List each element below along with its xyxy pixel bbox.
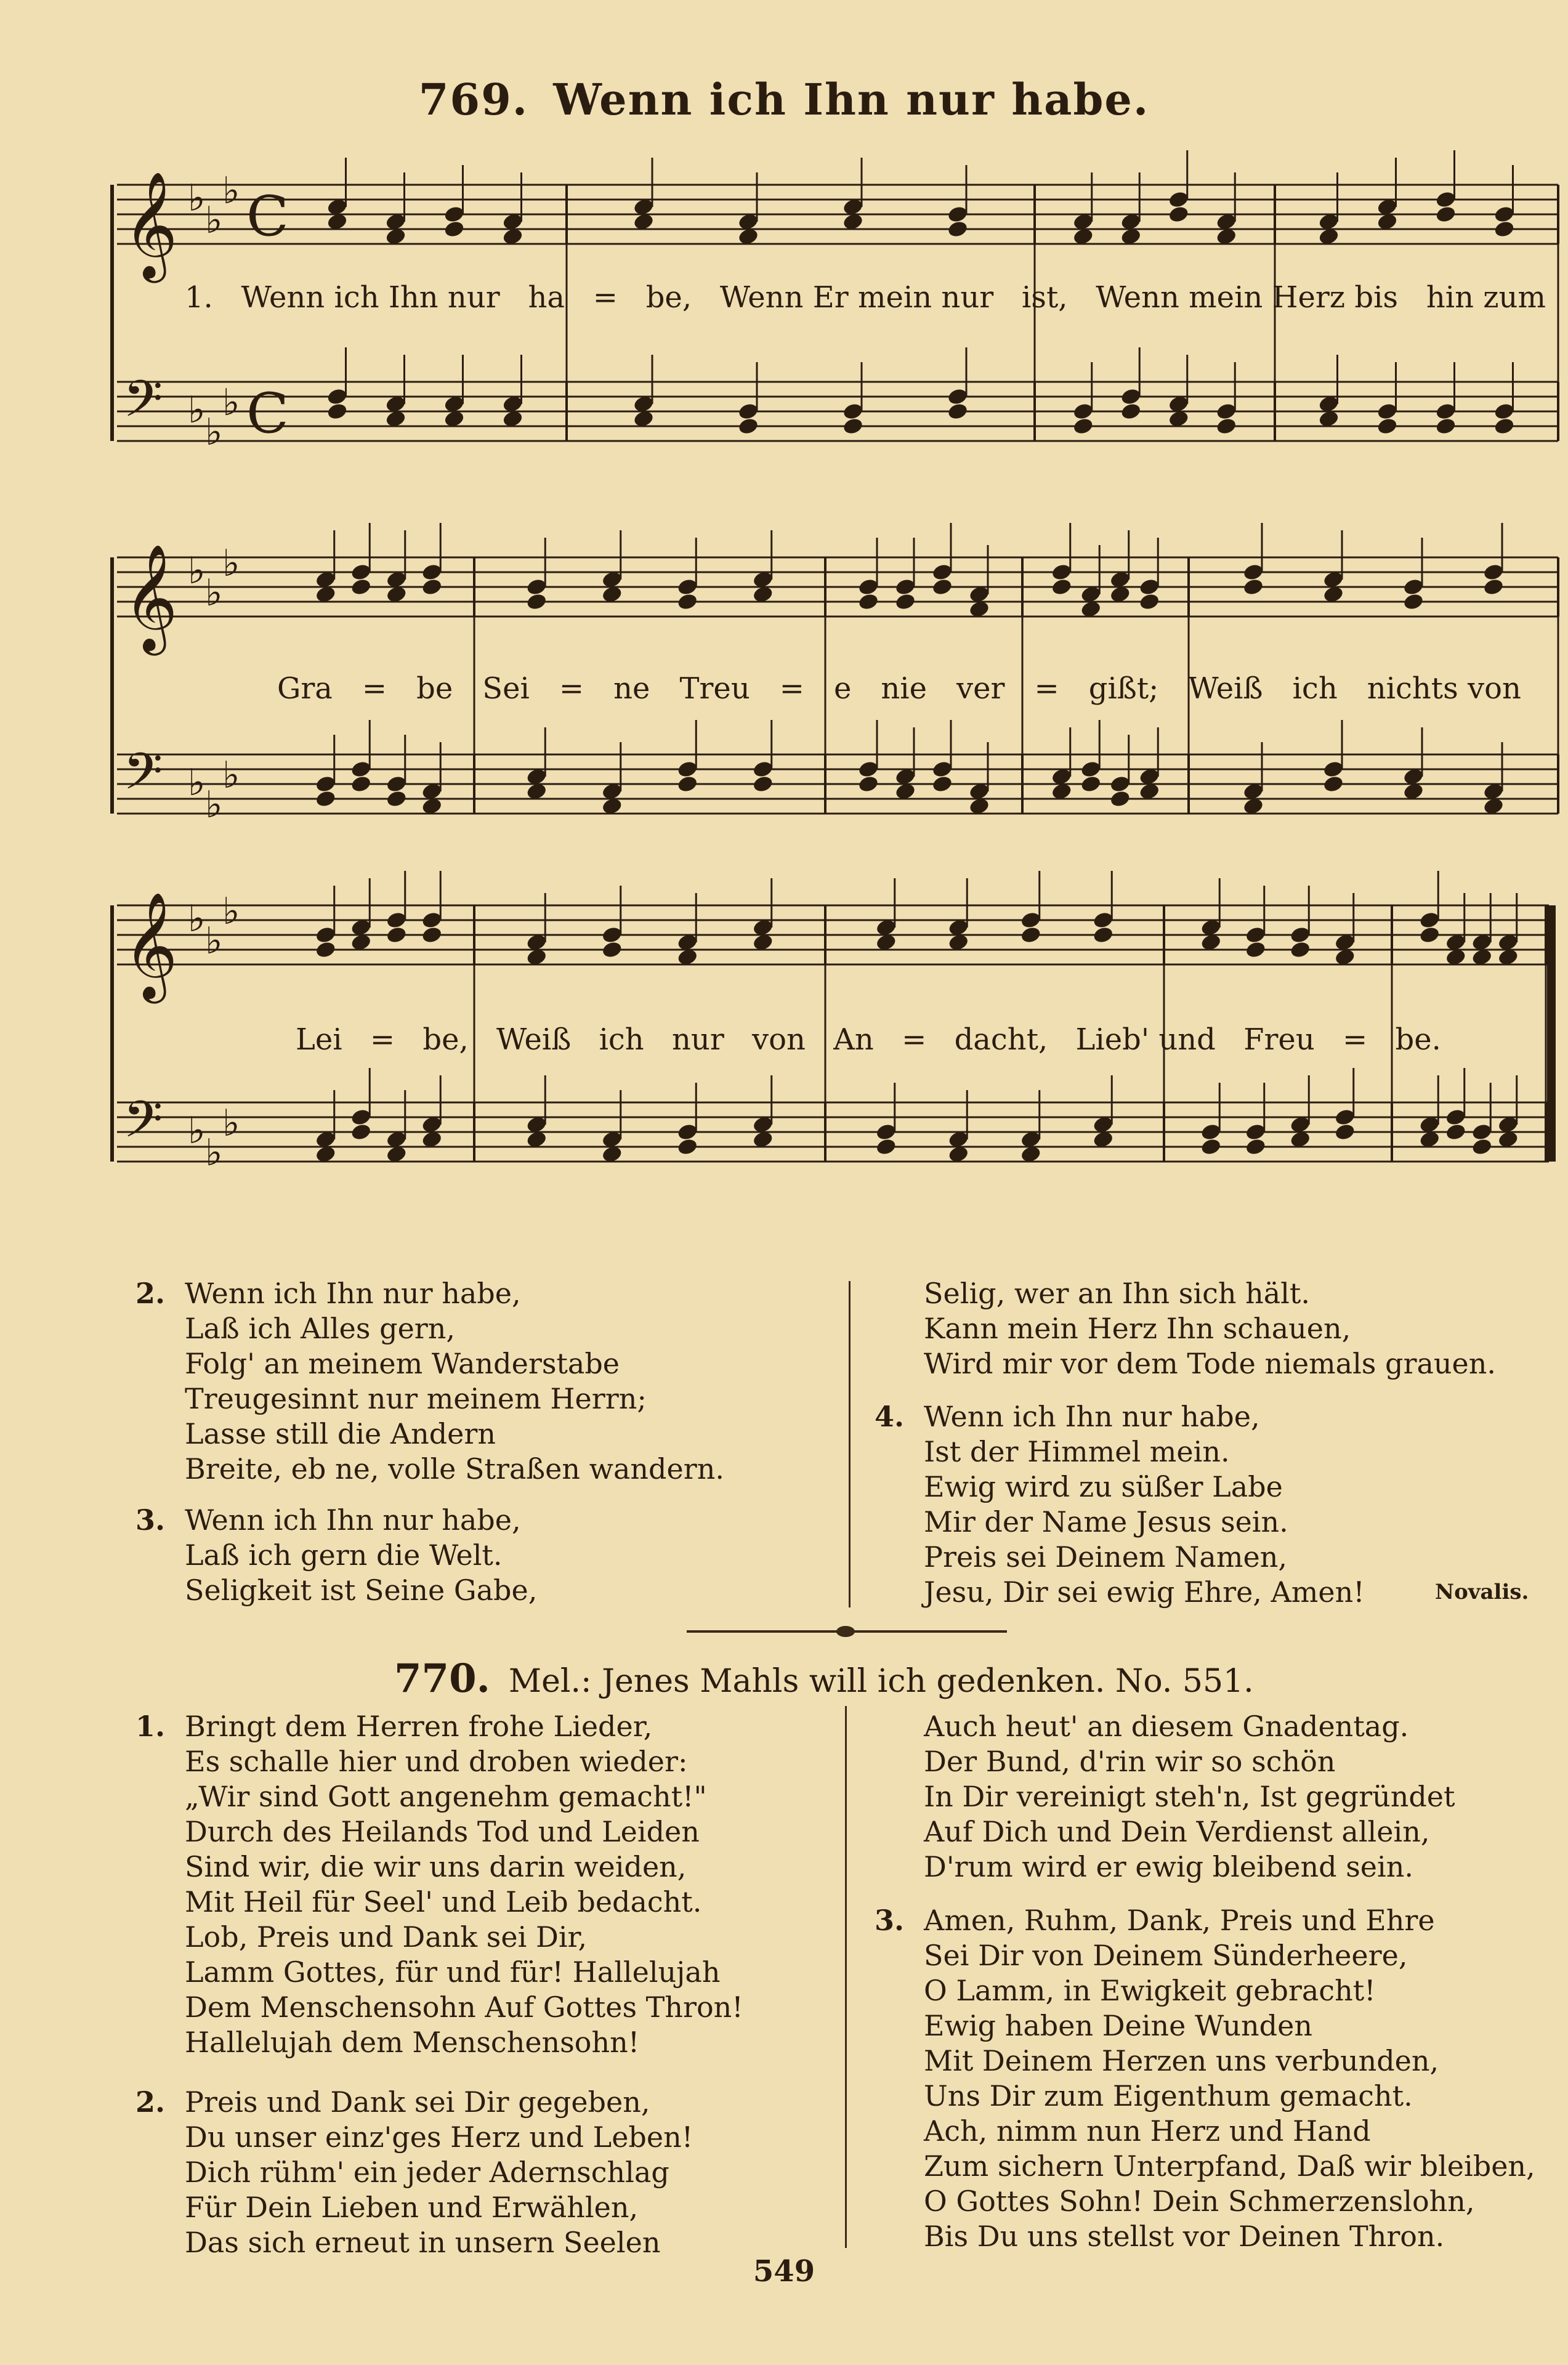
note-head [1200,1138,1222,1157]
stanza-line: Sei Dir von Deinem Sünderheere, [924,1939,1408,1972]
stanza-lines [924,1903,1546,2254]
hymn-770-stanza-2-continued [924,1709,1546,1885]
lyric-syllable: e [833,671,852,706]
flat-icon: ♭ [205,199,223,242]
lyric-syllable: ich [1292,671,1338,706]
stanza-line: O Lamm, in Ewigkeit gebracht! [924,1974,1376,2007]
stanza-line: Lasse still die Andern [185,1417,496,1450]
flat-icon: ♭ [188,549,206,592]
lyrics-row-1 [185,280,1546,315]
note-head [875,1138,897,1157]
lyric-syllable: nur [671,1022,724,1057]
note-head [857,592,879,612]
note-head [350,775,372,794]
hymn-770-stanza-2 [135,2085,838,2260]
note-head [1334,1123,1356,1142]
note-head [737,417,759,436]
stanza-line: Laß ich gern die Welt. [185,1538,503,1572]
note-head [1138,592,1160,612]
lyric-syllable: Wenn Er mein nur [719,280,994,315]
lyric-syllable: Wenn ich Ihn nur [241,280,500,315]
lyric-syllable: Wenn mein Herz bis [1096,280,1399,315]
flat-icon: ♭ [188,761,206,804]
stanza-line: Es schalle hier und droben wieder: [185,1745,688,1778]
note-head [676,592,698,612]
stanza-line: Lob, Preis und Dank sei Dir, [185,1920,588,1954]
stanza-lines [185,1276,838,1487]
note-head [421,926,443,945]
note-head [1092,926,1114,945]
stanza-line: Preis sei Deinem Namen, [924,1540,1287,1574]
bass-clef-icon: 𝄢 [123,1090,163,1162]
stanza-label: 3. [135,1503,166,1537]
note-head [676,775,698,794]
lyric-syllable: = [1034,671,1059,706]
note-head [386,790,408,809]
note-head [1289,940,1311,960]
note-head [1445,1123,1467,1142]
flat-icon: ♭ [222,381,240,424]
stanza-line: Hallelujah dem Menschensohn! [185,2026,640,2059]
final-barline [1547,905,1556,1162]
lyric-syllable: hin zum [1426,280,1546,315]
note-head [894,592,916,612]
note-head [1376,417,1399,436]
stanza-line: Seligkeit ist Seine Gabe, [185,1574,538,1607]
stanza-lines [924,1709,1546,1885]
hymn-770-stanza-1 [135,1709,838,2060]
note-head [931,578,953,597]
note-head [1020,926,1042,945]
stanza-line: Dem Menschensohn Auf Gottes Thron! [185,1991,743,2024]
lyric-syllable: = [559,671,584,706]
stanza-line: Wenn ich Ihn nur habe, [185,1277,521,1310]
stanza-line: In Dir vereinigt steh'n, Ist gegründet [924,1780,1455,1813]
stanza-line: Auch heut' an diesem Gnadentag. [924,1710,1409,1743]
stanza-line: Selig, wer an Ihn sich hält. [924,1277,1310,1310]
treble-clef-icon: 𝄞 [123,171,178,278]
note-head [1471,1138,1493,1157]
hymn-769-number: 769. [418,74,529,125]
treble-clef-icon: 𝄞 [123,544,178,651]
lyric-syllable: Weiß [1188,671,1263,706]
lyric-syllable: = [362,671,387,706]
note-head [1109,790,1131,809]
lyric-syllable: An [833,1022,874,1057]
hymn-770-stanza-3 [875,1903,1546,2254]
lyrics-row-2 [277,671,1521,706]
stanza-line: Folg' an meinem Wanderstabe [185,1347,620,1380]
stanza-line: Auf Dich und Dein Verdienst allein, [924,1815,1430,1848]
hymn-770-melody: Mel.: Jenes Mahls will ich gedenken. No. 551. [508,1663,1254,1700]
note-head [676,1138,698,1157]
stanza-line: Sind wir, die wir uns darin weiden, [185,1850,687,1883]
stanza-line: „Wir sind Gott angenehm gemacht!" [185,1780,707,1813]
note-head [350,578,372,597]
flat-icon: ♭ [205,783,223,827]
common-time-icon: C [246,381,289,446]
note-head [1120,402,1142,421]
common-time-icon: C [246,184,289,249]
stanza-line: Amen, Ruhm, Dank, Preis und Ehre [924,1904,1435,1937]
stanza-line: Preis und Dank sei Dir gegeben, [185,2085,650,2119]
lyric-syllable: nie [881,671,927,706]
note-head [1215,417,1237,436]
flat-icon: ♭ [222,890,240,933]
lyric-syllable: Weiß [496,1022,572,1057]
hymn-769-stanza-3 [135,1503,838,1608]
stanza-label: 2. [135,2085,166,2119]
stanza-line: Der Bund, d'rin wir so schön [924,1745,1336,1778]
note-head [1242,578,1264,597]
note-head [857,775,879,794]
lyric-syllable: be [416,671,453,706]
stanza-label: 3. [875,1904,905,1937]
flat-icon: ♭ [205,572,223,615]
stanza-lines [924,1399,1546,1610]
lyric-syllable: = [370,1022,395,1057]
stanza-line: Lamm Gottes, für und für! Hallelujah [185,1955,721,1989]
lyric-syllable: ver [956,671,1005,706]
stanza-label: 1. [135,1710,166,1743]
note-head [1168,205,1190,224]
stanza-line: Mit Heil für Seel' und Leib bedacht. [185,1885,702,1918]
hymn-769-stanza-4 [875,1399,1546,1610]
column-divider-2 [845,1706,847,2248]
note-head [1493,220,1516,239]
hymn-769-author: Novalis. [1435,1580,1529,1604]
note-head [525,592,548,612]
lyric-syllable: dacht, [954,1022,1048,1057]
stanza-label: 4. [875,1400,905,1433]
stanza-lines [185,1709,838,2060]
note-head [421,578,443,597]
flat-icon: ♭ [188,897,206,940]
flat-icon: ♭ [188,177,206,220]
stanza-line: Bringt dem Herren frohe Lieder, [185,1710,653,1743]
stanza-line: Ewig wird zu süßer Labe [924,1470,1283,1503]
lyric-syllable: = [592,280,618,315]
lyric-syllable: be. [1395,1022,1441,1057]
note-head [1051,578,1073,597]
stanza-line: D'rum wird er ewig bleibend sein. [924,1850,1413,1883]
note-head [1080,775,1102,794]
stanza-lines [185,2085,838,2260]
note-head [386,926,408,945]
bass-clef-icon: 𝄢 [123,369,163,441]
lyric-syllable: 1. [185,280,213,315]
stanza-line: Breite, eb ne, volle Straßen wandern. [185,1452,724,1486]
divider-ornament [836,1626,855,1637]
stanza-line: Kann mein Herz Ihn schauen, [924,1312,1351,1345]
stanza-line: Ist der Himmel mein. [924,1435,1230,1468]
flat-icon: ♭ [222,542,240,585]
flat-icon: ♭ [222,754,240,797]
stanza-line: Jesu, Dir sei ewig Ehre, Amen! [924,1575,1365,1609]
note-head [1435,417,1457,436]
note-head [1418,926,1441,945]
lyric-syllable: Lieb' und [1075,1022,1216,1057]
page-number: 549 [753,2254,815,2289]
lyric-syllable: ha [528,280,565,315]
flat-icon: ♭ [222,169,240,212]
flat-icon: ♭ [205,920,223,963]
hymn-770-heading [394,1656,1254,1702]
note-head [1322,775,1344,794]
stanza-line: Zum sichern Unterpfand, Daß wir bleiben, [924,2149,1535,2183]
lyric-syllable: be, [645,280,692,315]
stanza-line: Ewig haben Deine Wunden [924,2009,1312,2042]
flat-icon: ♭ [188,389,206,432]
lyrics-row-3 [296,1022,1441,1057]
lyric-syllable: be, [422,1022,469,1057]
stanza-line: Du unser einz'ges Herz und Leben! [185,2120,693,2154]
note-head [326,402,349,421]
stanza-lines [924,1276,1546,1381]
bass-clef-icon: 𝄢 [123,742,163,814]
stanza-label: 2. [135,1277,166,1310]
flat-icon: ♭ [222,1102,240,1145]
lyric-syllable: Gra [277,671,333,706]
flat-icon: ♭ [188,1109,206,1152]
note-head [947,402,969,421]
stanza-line: Wird mir vor dem Tode niemals grauen. [924,1347,1496,1380]
note-head [350,1123,372,1142]
stanza-line: Dich rühm' ein jeder Adernschlag [185,2156,669,2189]
note-head [947,220,969,239]
hymn-769-stanza-3-continued [924,1276,1546,1381]
note-head [443,220,466,239]
note-head [1245,940,1267,960]
stanza-line: Wenn ich Ihn nur habe, [924,1400,1260,1433]
stanza-line: Laß ich Alles gern, [185,1312,456,1345]
note-head [1482,578,1505,597]
lyric-syllable: = [902,1022,927,1057]
note-head [1493,417,1516,436]
hymn-769-stanza-2 [135,1276,838,1487]
lyric-syllable: ich [599,1022,644,1057]
lyric-syllable: gißt; [1088,671,1159,706]
hymn-769-heading: Wenn ich Ihn nur habe. [553,74,1150,125]
note-head [1072,417,1094,436]
note-head [1435,205,1457,224]
stanza-line: Für Dein Lieben und Erwählen, [185,2191,639,2224]
lyric-syllable: Treu [679,671,750,706]
stanza-line: Mit Deinem Herzen uns verbunden, [924,2044,1439,2077]
hymn-770-number: 770. [394,1656,490,1702]
lyric-syllable: = [779,671,804,706]
lyric-syllable: Lei [296,1022,342,1057]
note-head [1402,592,1425,612]
lyric-syllable: nichts von [1367,671,1521,706]
note-head [315,790,337,809]
lyric-syllable: ist, [1021,280,1068,315]
stanza-line: Durch des Heilands Tod und Leiden [185,1815,700,1848]
flat-icon: ♭ [205,1131,223,1174]
lyric-syllable: von [752,1022,806,1057]
stanza-line: Das sich erneut in unsern Seelen [185,2226,661,2259]
note-head [601,940,623,960]
flat-icon: ♭ [205,411,223,454]
note-head [315,940,337,960]
stanza-line: Treugesinnt nur meinem Herrn; [185,1382,647,1415]
stanza-line: Bis Du uns stellst vor Deinen Thron. [924,2220,1445,2253]
stanza-line: Uns Dir zum Eigenthum gemacht. [924,2079,1413,2112]
lyric-syllable: Sei [482,671,530,706]
stanza-lines [185,1503,838,1608]
stanza-line: Wenn ich Ihn nur habe, [185,1503,521,1537]
lyric-syllable: = [1343,1022,1368,1057]
note-head [842,417,864,436]
stanza-line: O Gottes Sohn! Dein Schmerzenslohn, [924,2185,1475,2218]
note-head [752,775,774,794]
column-divider [849,1281,851,1607]
treble-clef-icon: 𝄞 [123,892,178,999]
lyric-syllable: Freu [1243,1022,1315,1057]
stanza-line: Mir der Name Jesus sein. [924,1505,1288,1538]
note-head [931,775,953,794]
stanza-line: Ach, nimm nun Herz und Hand [924,2114,1371,2148]
lyric-syllable: ne [613,671,650,706]
note-head [1245,1138,1267,1157]
